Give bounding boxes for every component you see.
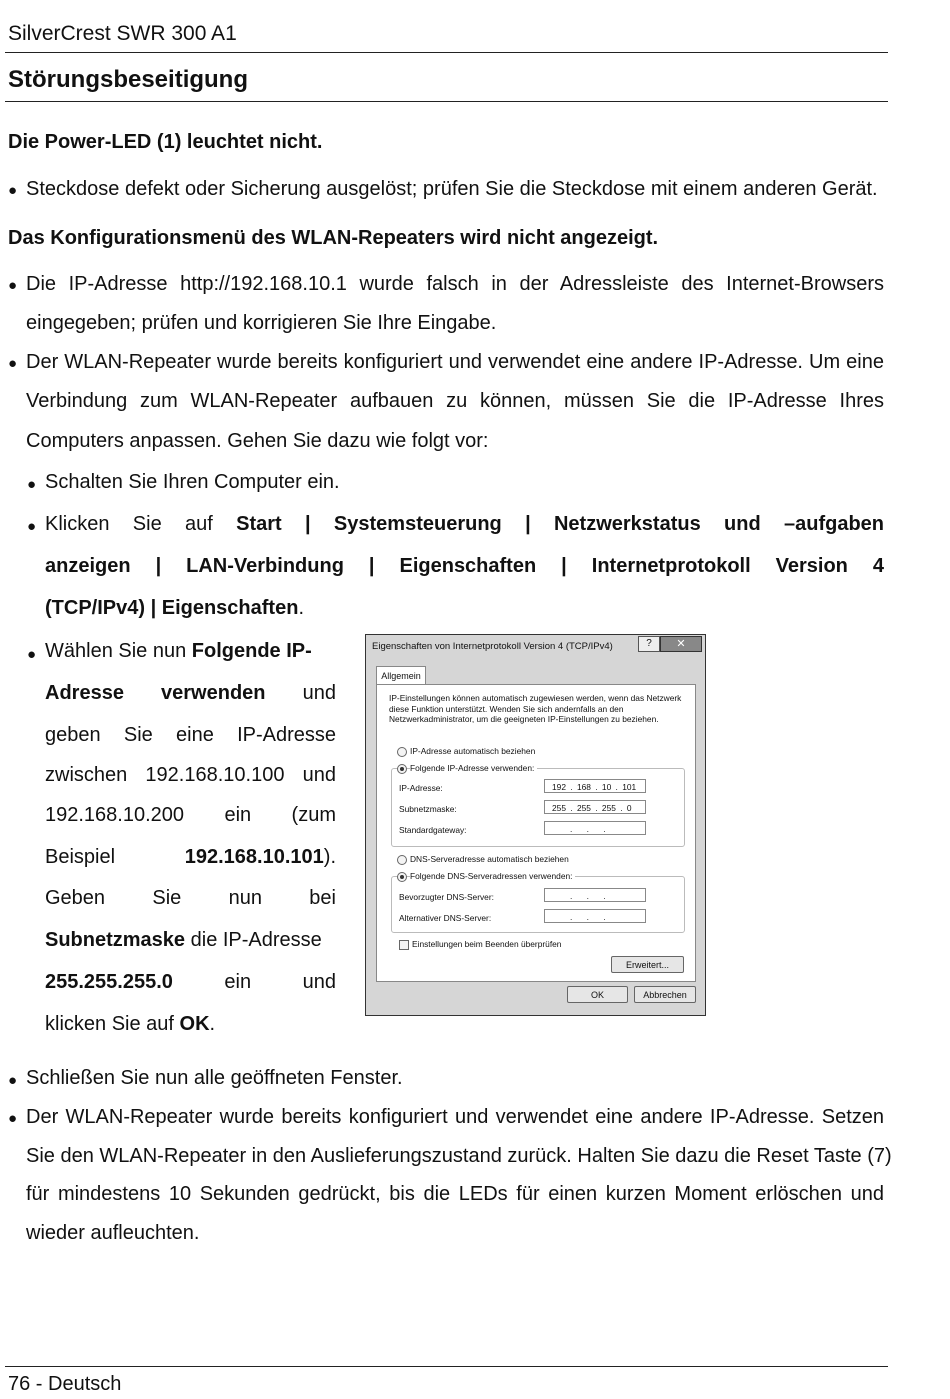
bullet-text: zwischen 192.168.10.100 und: [45, 764, 336, 786]
subnet-mask-input[interactable]: 255 . 255 . 255 . 0: [544, 800, 646, 814]
problem-heading-power-led: Die Power-LED (1) leuchtet nicht.: [8, 131, 323, 153]
bullet-text: wieder aufleuchten.: [26, 1222, 200, 1244]
bullet-icon: ●: [27, 476, 37, 493]
bullet-text: Die IP-Adresse http://192.168.10.1 wurde falsch in der Adressleiste des Internet-Browsers: [26, 273, 884, 295]
radio-auto-ip[interactable]: [397, 747, 407, 757]
document-header: SilverCrest SWR 300 A1: [8, 22, 237, 45]
bullet-text: Sie den WLAN-Repeater in den Auslieferungszustand zurück. Halten Sie dazu die Reset Taste (7): [26, 1145, 892, 1167]
section-title: Störungsbeseitigung: [8, 66, 248, 93]
bullet-text: Der WLAN-Repeater wurde bereits konfiguriert und verwendet eine andere IP-Adresse. Setzen: [26, 1106, 884, 1128]
bullet-text: Der WLAN-Repeater wurde bereits konfiguriert und verwendet eine andere IP-Adresse. Um eine: [26, 351, 884, 373]
radio-auto-dns-label: DNS-Serveradresse automatisch beziehen: [410, 854, 569, 864]
alternate-dns-label: Alternativer DNS-Server:: [399, 913, 492, 923]
problem-heading-config-menu: Das Konfigurationsmenü des WLAN-Repeaters wird nicht angezeigt.: [8, 227, 659, 249]
validate-checkbox[interactable]: [399, 940, 409, 950]
bullet-text: Computers anpassen. Gehen Sie dazu wie folgt vor:: [26, 430, 489, 452]
dialog-title: Eigenschaften von Internetprotokoll Version 4 (TCP/IPv4): [372, 641, 613, 652]
radio-manual-dns-label: Folgende DNS-Serveradressen verwenden:: [410, 871, 575, 882]
bullet-text: für mindestens 10 Sekunden gedrückt, bis die LEDs für einen kurzen Moment erlöschen und: [26, 1183, 884, 1205]
gateway-input[interactable]: . . .: [544, 821, 646, 835]
bullet-icon: ●: [8, 355, 18, 372]
menu-path-text: (TCP/IPv4) | Eigenschaften.: [45, 597, 304, 619]
radio-auto-dns[interactable]: [397, 855, 407, 865]
bullet-text: Schließen Sie nun alle geöffneten Fenster.: [26, 1067, 403, 1089]
help-button[interactable]: ?: [638, 636, 660, 652]
preferred-dns-label: Bevorzugter DNS-Server:: [399, 892, 494, 902]
bullet-text: eingegeben; prüfen und korrigieren Sie Ihre Eingabe.: [26, 312, 497, 334]
ok-button[interactable]: OK: [567, 986, 628, 1003]
bullet-text: Wählen Sie nun Folgende IP-: [45, 640, 312, 662]
bullet-text: Schalten Sie Ihren Computer ein.: [45, 471, 340, 493]
dialog-pane: [376, 684, 696, 982]
cancel-button[interactable]: Abbrechen: [634, 986, 696, 1003]
section-rule: [5, 101, 888, 102]
preferred-dns-input[interactable]: . . .: [544, 888, 646, 902]
bullet-text: Beispiel 192.168.10.101).: [45, 846, 336, 868]
ip-address-input[interactable]: 192 . 168 . 10 . 101: [544, 779, 646, 793]
bullet-text: Subnetzmaske die IP-Adresse: [45, 929, 322, 951]
validate-checkbox-label: Einstellungen beim Beenden überprüfen: [412, 939, 562, 949]
tab-allgemein[interactable]: Allgemein: [376, 666, 426, 685]
advanced-button[interactable]: Erweitert...: [611, 956, 684, 973]
bullet-text: klicken Sie auf OK.: [45, 1013, 216, 1035]
bullet-icon: ●: [8, 1110, 18, 1127]
page-footer: 76 - Deutsch: [8, 1373, 122, 1395]
bullet-text: Klicken Sie auf Start | Systemsteuerung | Netzwerkstatus und –aufgaben: [45, 513, 885, 535]
tcpip-properties-dialog: [365, 634, 706, 1016]
subnet-mask-label: Subnetzmaske:: [399, 804, 457, 814]
bullet-text: geben Sie eine IP-Adresse: [45, 724, 336, 746]
dns-group: [391, 876, 685, 933]
bullet-text: 192.168.10.200 ein (zum: [45, 804, 336, 826]
bullet-icon: ●: [27, 646, 37, 663]
radio-manual-dns[interactable]: [397, 872, 407, 882]
radio-manual-ip-label: Folgende IP-Adresse verwenden:: [410, 763, 537, 774]
gateway-label: Standardgateway:: [399, 825, 467, 835]
bullet-text: Adresse verwenden und: [45, 682, 336, 704]
bullet-icon: ●: [8, 1072, 18, 1089]
bullet-icon: ●: [8, 182, 18, 199]
dialog-description: IP-Einstellungen können automatisch zugewiesen werden, wenn das Netzwerk diese Funktion unterstützt. Wenden Sie sich andernfalls an den Netzwerkadministrator, um die geeigneten IP-Einstellungen zu beziehen.: [389, 693, 682, 724]
alternate-dns-input[interactable]: . . .: [544, 909, 646, 923]
bullet-text: Geben Sie nun bei: [45, 887, 336, 909]
bullet-icon: ●: [27, 518, 37, 535]
close-button[interactable]: ✕: [660, 636, 702, 652]
ip-address-label: IP-Adresse:: [399, 783, 443, 793]
footer-rule: [5, 1366, 888, 1367]
radio-manual-ip[interactable]: [397, 764, 407, 774]
bullet-text: Verbindung zum WLAN-Repeater aufbauen zu können, müssen Sie die IP-Adresse Ihres: [26, 390, 884, 412]
radio-auto-ip-label: IP-Adresse automatisch beziehen: [410, 746, 536, 756]
bullet-icon: ●: [8, 277, 18, 294]
bullet-text: Steckdose defekt oder Sicherung ausgelöst; prüfen Sie die Steckdose mit einem anderen Gerät.: [26, 178, 878, 200]
menu-path-text: anzeigen | LAN-Verbindung | Eigenschaften | Internetprotokoll Version 4: [45, 555, 884, 577]
header-rule: [5, 52, 888, 53]
bullet-text: 255.255.255.0 ein und: [45, 971, 336, 993]
